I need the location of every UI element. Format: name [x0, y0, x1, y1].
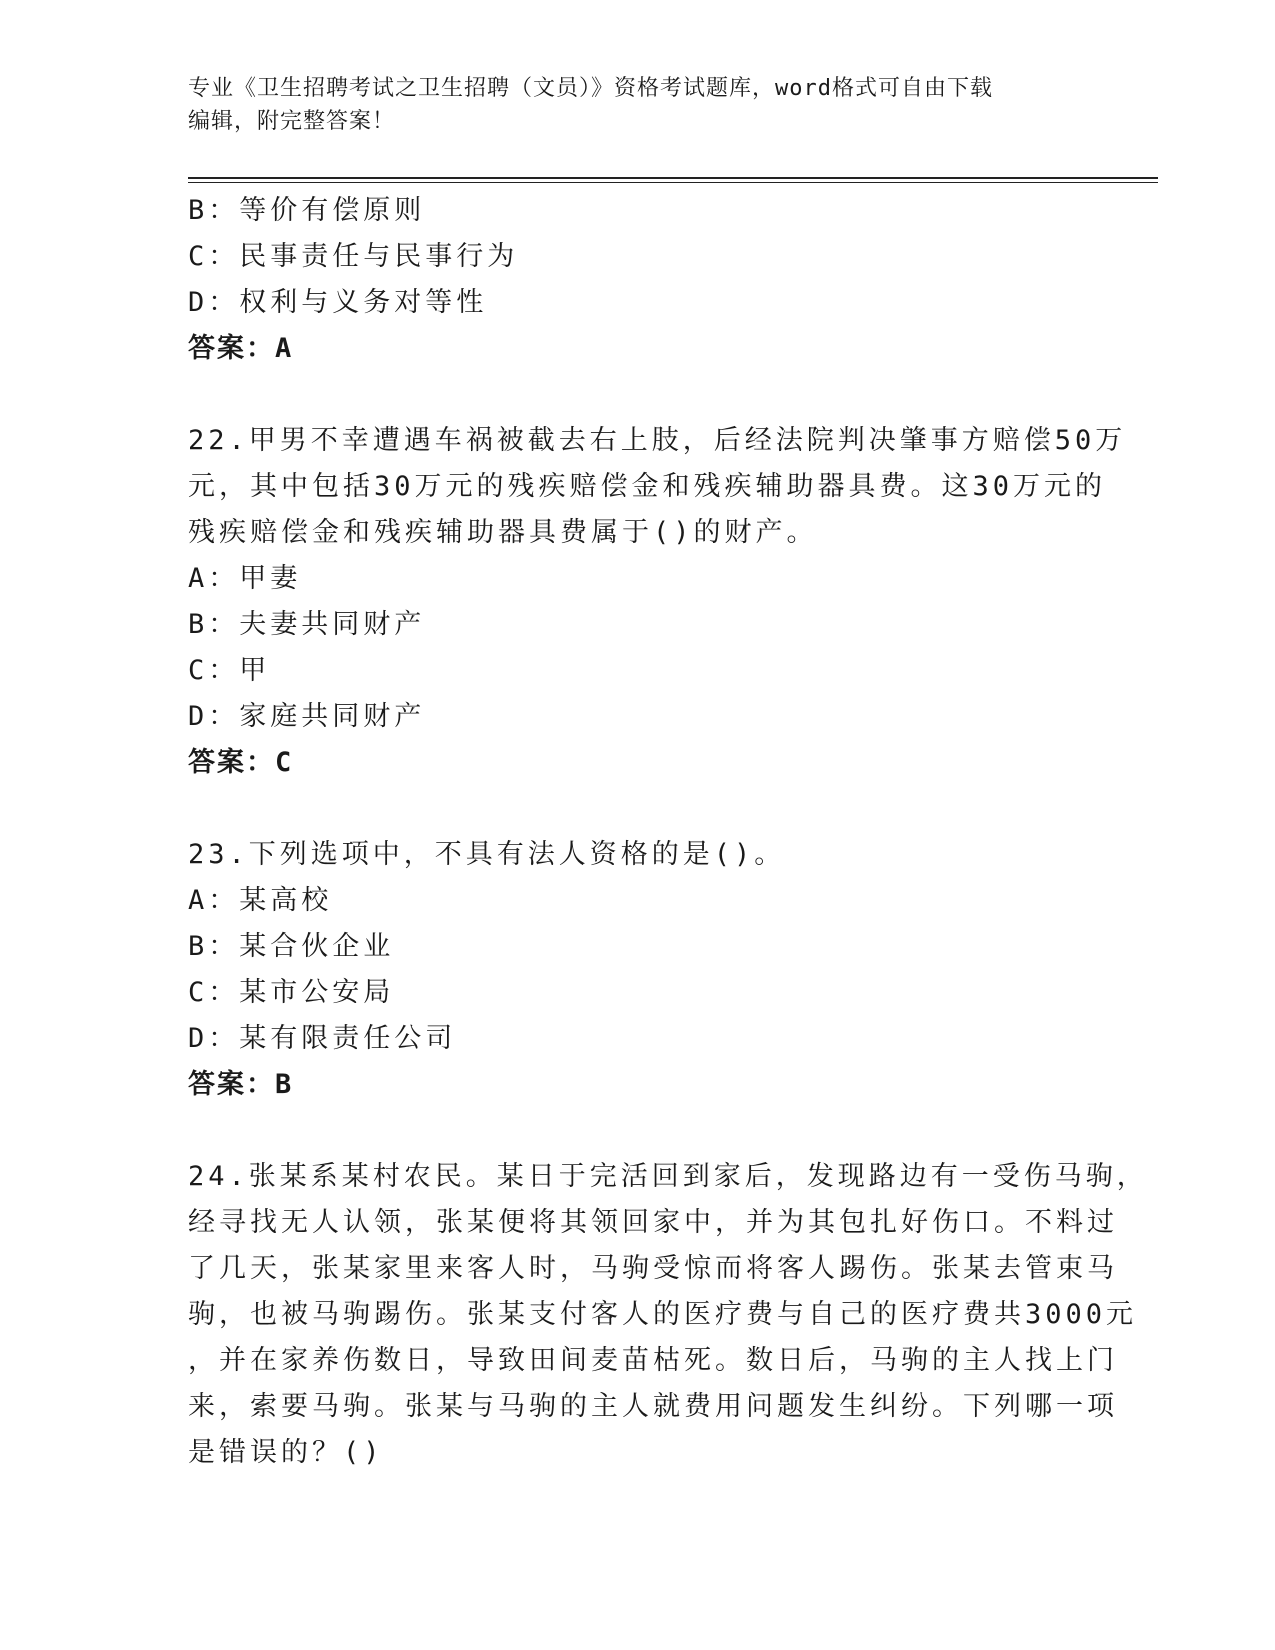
q21-option-c: C：民事责任与民事行为: [188, 241, 519, 272]
q24-text-line-1: 24.张某系某村农民。某日于完活回到家后，发现路边有一受伤马驹，: [188, 1161, 1148, 1192]
q21-answer: 答案：A: [188, 333, 294, 364]
question-22-block: [188, 418, 1127, 786]
q22-option-c: C：甲: [188, 655, 271, 686]
spacer: [188, 786, 1088, 832]
q21-option-b: B：等价有偿原则: [188, 195, 426, 226]
q23-option-d: D：某有限责任公司: [188, 1023, 457, 1054]
document-header: [188, 72, 1068, 138]
q22-option-d: D：家庭共同财产: [188, 701, 426, 732]
q24-text-line-6: 来，索要马驹。张某与马驹的主人就费用问题发生纠纷。下列哪一项: [188, 1391, 1118, 1422]
q23-option-c: C：某市公安局: [188, 977, 395, 1008]
q24-text-line-2: 经寻找无人认领，张某便将其领回家中，并为其包扎好伤口。不料过: [188, 1207, 1118, 1238]
q24-text-line-7: 是错误的？(): [188, 1437, 384, 1468]
q21-option-d: D：权利与义务对等性: [188, 287, 488, 318]
q22-text-line-2: 元，其中包括30万元的残疾赔偿金和残疾辅助器具费。这30万元的: [188, 471, 1107, 502]
q23-option-b: B：某合伙企业: [188, 931, 395, 962]
q22-text-line-1: 22.甲男不幸遭遇车祸被截去右上肢，后经法院判决肇事方赔偿50万: [188, 425, 1127, 456]
q22-option-b: B：夫妻共同财产: [188, 609, 426, 640]
spacer: [188, 372, 1088, 418]
header-line-2: 编辑，附完整答案！: [188, 109, 396, 134]
spacer: [188, 1108, 1088, 1154]
q23-question: 23.下列选项中，不具有法人资格的是()。: [188, 839, 786, 870]
q22-text-line-3: 残疾赔偿金和残疾辅助器具费属于()的财产。: [188, 517, 818, 548]
document-body: [188, 188, 1148, 1476]
question-21-block: [188, 188, 1088, 372]
header-rule-thick: [188, 177, 1158, 179]
question-24-block: [188, 1154, 1148, 1476]
q24-text-line-5: ，并在家养伤数日，导致田间麦苗枯死。数日后，马驹的主人找上门: [188, 1345, 1118, 1376]
q23-option-a: A：某高校: [188, 885, 333, 916]
header-rule-thin: [188, 182, 1158, 183]
q22-answer: 答案：C: [188, 747, 294, 778]
question-23-block: [188, 832, 1088, 1108]
q24-text-line-4: 驹，也被马驹踢伤。张某支付客人的医疗费与自己的医疗费共3000元: [188, 1299, 1138, 1330]
header-line-1: 专业《卫生招聘考试之卫生招聘（文员）》资格考试题库，word格式可自由下载: [188, 76, 993, 101]
q24-text-line-3: 了几天，张某家里来客人时，马驹受惊而将客人踢伤。张某去管束马: [188, 1253, 1118, 1284]
q22-option-a: A：甲妻: [188, 563, 302, 594]
q23-answer: 答案：B: [188, 1069, 294, 1100]
